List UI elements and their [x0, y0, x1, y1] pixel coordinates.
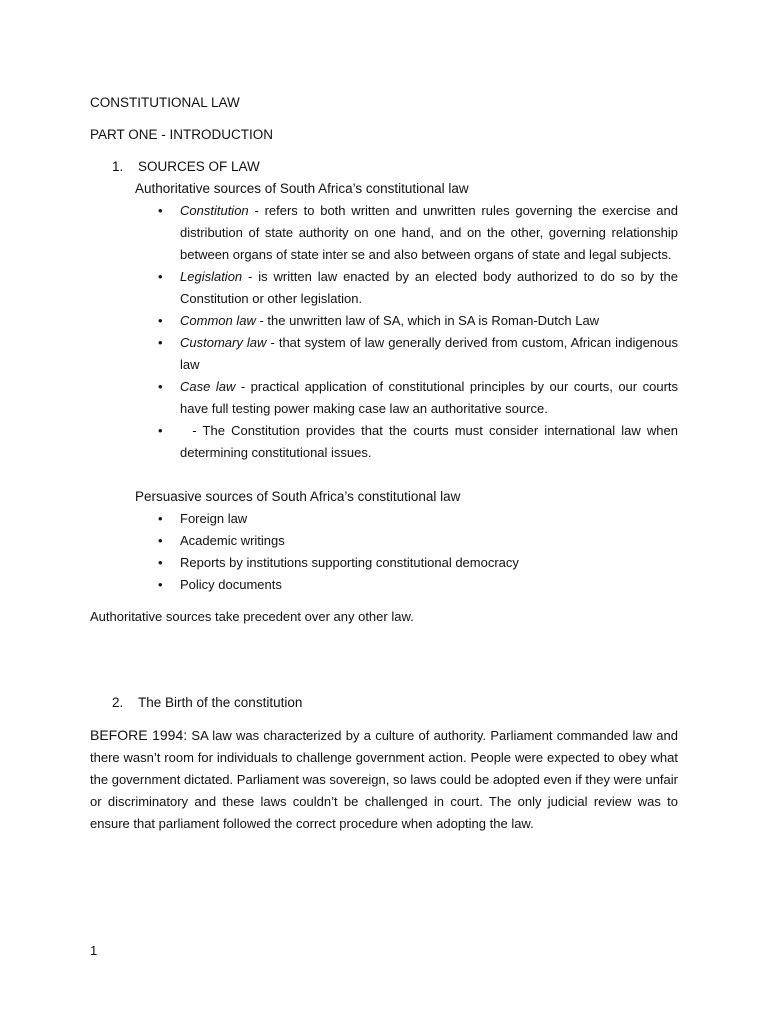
document-title: CONSTITUTIONAL LAW	[90, 95, 240, 110]
term: Legislation	[180, 269, 243, 284]
definition: - that system of law generally derived from custom, African indigenous law	[180, 335, 679, 372]
bullet-icon: •	[158, 533, 163, 548]
list-item	[158, 574, 678, 596]
section-heading	[112, 156, 678, 178]
term: Common law	[180, 313, 256, 328]
section-heading	[112, 692, 678, 714]
list-item-text: Policy documents	[180, 577, 282, 592]
persuasive-heading: Persuasive sources of South Africa’s constitutional law	[135, 489, 461, 504]
body-paragraph	[90, 724, 678, 835]
persuasive-list	[158, 508, 678, 596]
term: Case law	[180, 379, 236, 394]
bullet-icon: •	[158, 423, 163, 438]
list-item	[158, 332, 678, 376]
term: Constitution	[180, 203, 249, 218]
spacer	[90, 464, 678, 486]
definition: - refers to both written and unwritten rules governing the exercise and distribution of state authority on one hand, and on the other, governing relationship between organs of state inter se and also between organs of state and legal subjects.	[180, 203, 678, 262]
section-number: 1.	[112, 159, 124, 174]
list-item	[158, 376, 678, 420]
part-title: PART ONE - INTRODUCTION	[90, 127, 274, 142]
list-item	[158, 266, 678, 310]
bullet-icon: •	[158, 269, 163, 284]
bullet-icon: •	[158, 555, 163, 570]
authoritative-list	[158, 200, 682, 464]
list-item	[158, 552, 678, 574]
bullet-icon: •	[158, 313, 163, 328]
spacer	[90, 596, 678, 606]
page-number: 1	[90, 943, 98, 958]
list-item-text: Academic writings	[180, 533, 285, 548]
list-item	[158, 200, 678, 266]
paragraph-lead: BEFORE 1994:	[90, 727, 188, 743]
list-item	[158, 530, 678, 552]
section-number: 2.	[112, 695, 124, 710]
section-birth-of-constitution	[90, 692, 678, 835]
bullet-icon: •	[158, 379, 163, 394]
section-sources-of-law	[90, 156, 682, 628]
list-item	[158, 420, 682, 464]
bullet-icon: •	[158, 511, 163, 526]
definition: - The Constitution provides that the courts must consider international law when determining constitutional issues.	[180, 423, 682, 460]
paragraph-text: SA law was characterized by a culture of authority. Parliament commanded law and there wasn’t room for individuals to challenge government action. People were expected to obey what the government dictated. Parliament was sovereign, so laws could be adopted even if they were unfair or discriminatory and these laws couldn’t be challenged in court. The only judicial review was to ensure that parliament followed the correct procedure when adopting the law.	[90, 728, 678, 831]
section-title: The Birth of the constitution	[138, 695, 303, 710]
definition: - is written law enacted by an elected body authorized to do so by the Constitution or other legislation.	[180, 269, 678, 306]
bullet-icon: •	[158, 577, 163, 592]
bullet-icon: •	[158, 335, 163, 350]
list-item	[158, 508, 678, 530]
definition: - the unwritten law of SA, which in SA is Roman-Dutch Law	[255, 313, 600, 328]
section-title: SOURCES OF LAW	[138, 159, 260, 174]
list-item	[158, 310, 678, 332]
spacer	[90, 714, 678, 724]
list-item-text: Foreign law	[180, 511, 248, 526]
term: Customary law	[180, 335, 267, 350]
definition: - practical application of constitutional principles by our courts, our courts have full testing power making case law an authoritative source.	[180, 379, 679, 416]
bullet-icon: •	[158, 203, 163, 218]
list-item-text: Reports by institutions supporting constitutional democracy	[180, 555, 519, 570]
closing-statement: Authoritative sources take precedent over any other law.	[90, 609, 414, 624]
authoritative-heading: Authoritative sources of South Africa’s constitutional law	[135, 181, 469, 196]
